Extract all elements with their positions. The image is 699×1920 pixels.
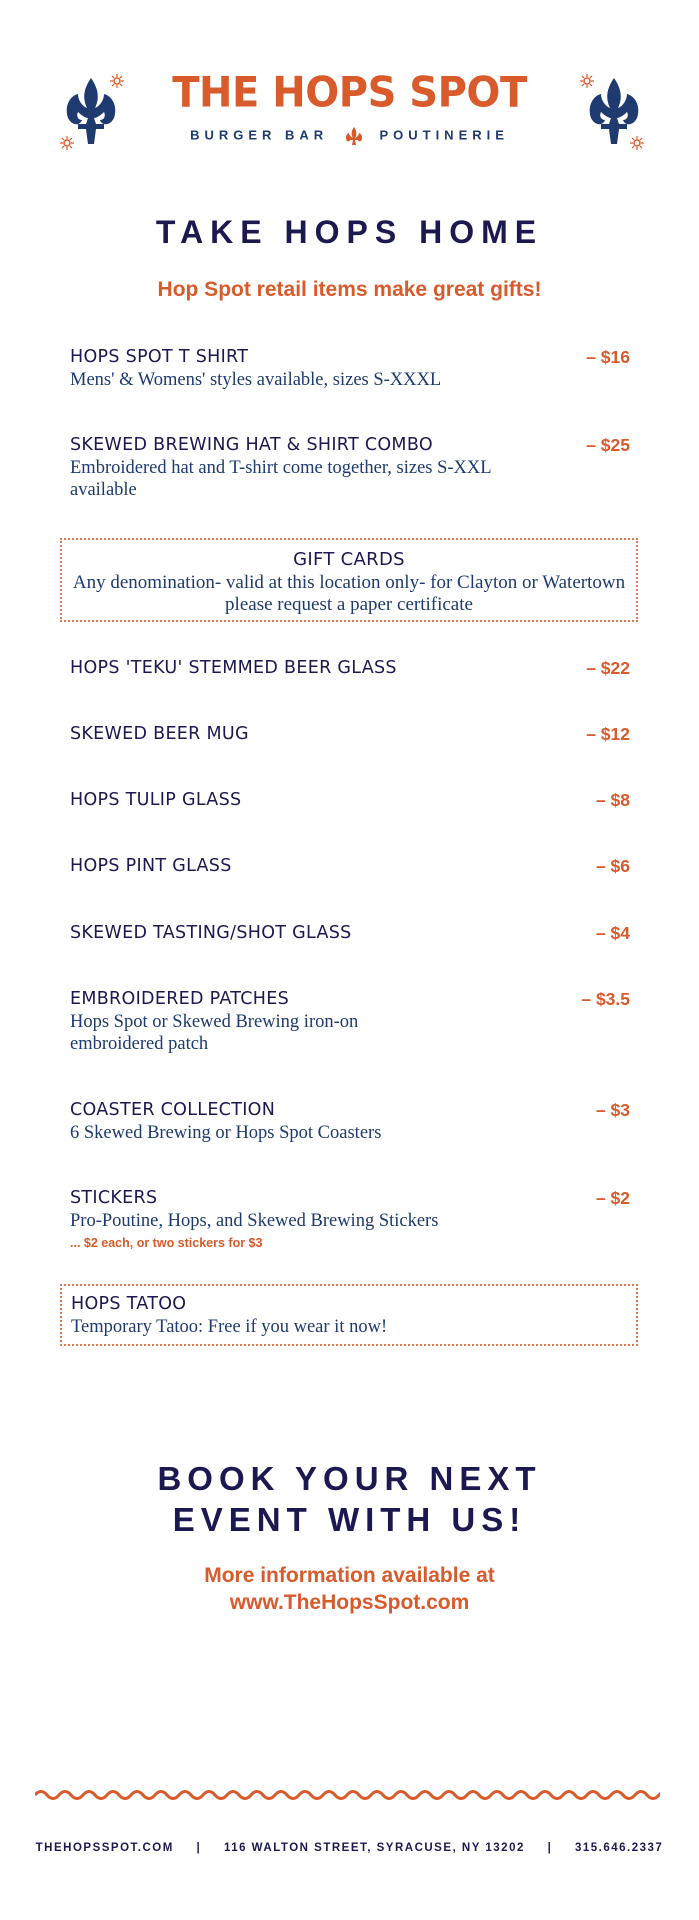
item-price: – $2 (595, 1188, 630, 1208)
small-fleur-icon (341, 126, 367, 146)
book-line-1: BOOK YOUR NEXT (157, 1460, 542, 1497)
menu-item (70, 1098, 630, 1144)
tagline: Hop Spot retail items make great gifts! (157, 278, 542, 301)
logo-subtitle (0, 126, 699, 146)
footer-phone[interactable]: 315.646.2337 (574, 1842, 664, 1854)
menu-item (70, 433, 630, 501)
footer-website[interactable]: THEHOPSSPOT.COM (35, 1842, 174, 1854)
tattoo-title: HOPS TATOO (71, 1294, 187, 1314)
menu-item (70, 987, 630, 1055)
gift-cards-title: GIFT CARDS (293, 549, 405, 570)
logo-sub-left: BURGER BAR (190, 127, 329, 143)
page-title: TAKE HOPS HOME (155, 214, 544, 250)
item-price: – $12 (586, 724, 630, 744)
tattoo-description: Temporary Tatoo: Free if you wear it now! (71, 1317, 388, 1337)
item-price: – $25 (586, 435, 630, 455)
book-event-heading (0, 1458, 699, 1540)
item-name: EMBROIDERED PATCHES (70, 989, 289, 1009)
item-name: HOPS SPOT T SHIRT (70, 347, 249, 367)
wave-divider (35, 1785, 660, 1805)
item-price: – $22 (586, 658, 630, 678)
item-price: – $4 (595, 923, 630, 943)
item-description: 6 Skewed Brewing or Hops Spot Coasters (70, 1123, 382, 1143)
item-price: – $3.5 (581, 989, 630, 1009)
item-price: – $3 (595, 1100, 630, 1120)
menu-item (70, 345, 630, 391)
item-description: Embroidered hat and T-shirt come together, sizes S-XXL available (70, 458, 491, 500)
menu-item (70, 854, 630, 878)
logo-title: THE HOPS SPOT (172, 68, 527, 118)
item-name: SKEWED BREWING HAT & SHIRT COMBO (70, 435, 433, 455)
tattoo-box (60, 1284, 638, 1346)
gift-cards-description: Any denomination- valid at this location only- for Clayton or Watertown please request a paper certificate (72, 572, 626, 615)
footer (0, 1842, 699, 1854)
item-name: HOPS PINT GLASS (70, 856, 232, 876)
item-price: – $6 (595, 856, 630, 876)
logo-sub-right: POUTINERIE (379, 127, 509, 143)
menu-item (70, 1186, 630, 1250)
item-price: – $8 (595, 790, 630, 810)
gift-cards-box (60, 538, 638, 622)
menu-item (70, 788, 630, 812)
item-name: COASTER COLLECTION (70, 1100, 276, 1120)
item-name: STICKERS (70, 1188, 158, 1208)
more-info-line-1: More information available at (204, 1564, 495, 1587)
footer-address: 116 WALTON STREET, SYRACUSE, NY 13202 (223, 1842, 525, 1854)
item-note: ... $2 each, or two stickers for $3 (70, 1236, 263, 1250)
menu-item (70, 722, 630, 746)
item-name: HOPS TULIP GLASS (70, 790, 242, 810)
more-info (0, 1562, 699, 1616)
book-line-2: EVENT WITH US! (172, 1501, 527, 1538)
footer-separator: | (196, 1842, 202, 1854)
footer-separator: | (547, 1842, 553, 1854)
item-description: Hops Spot or Skewed Brewing iron-on embroidered patch (70, 1012, 359, 1054)
item-description: Pro-Poutine, Hops, and Skewed Brewing Stickers (70, 1211, 439, 1231)
item-name: SKEWED TASTING/SHOT GLASS (70, 923, 352, 943)
menu-item (70, 921, 630, 945)
item-price: – $16 (586, 347, 630, 367)
item-name: SKEWED BEER MUG (70, 724, 249, 744)
item-description: Mens' & Womens' styles available, sizes S-XXXL (70, 370, 442, 390)
menu-item (70, 656, 630, 680)
website-link[interactable]: www.TheHopsSpot.com (229, 1591, 470, 1614)
item-name: HOPS 'TEKU' STEMMED BEER GLASS (70, 658, 397, 678)
